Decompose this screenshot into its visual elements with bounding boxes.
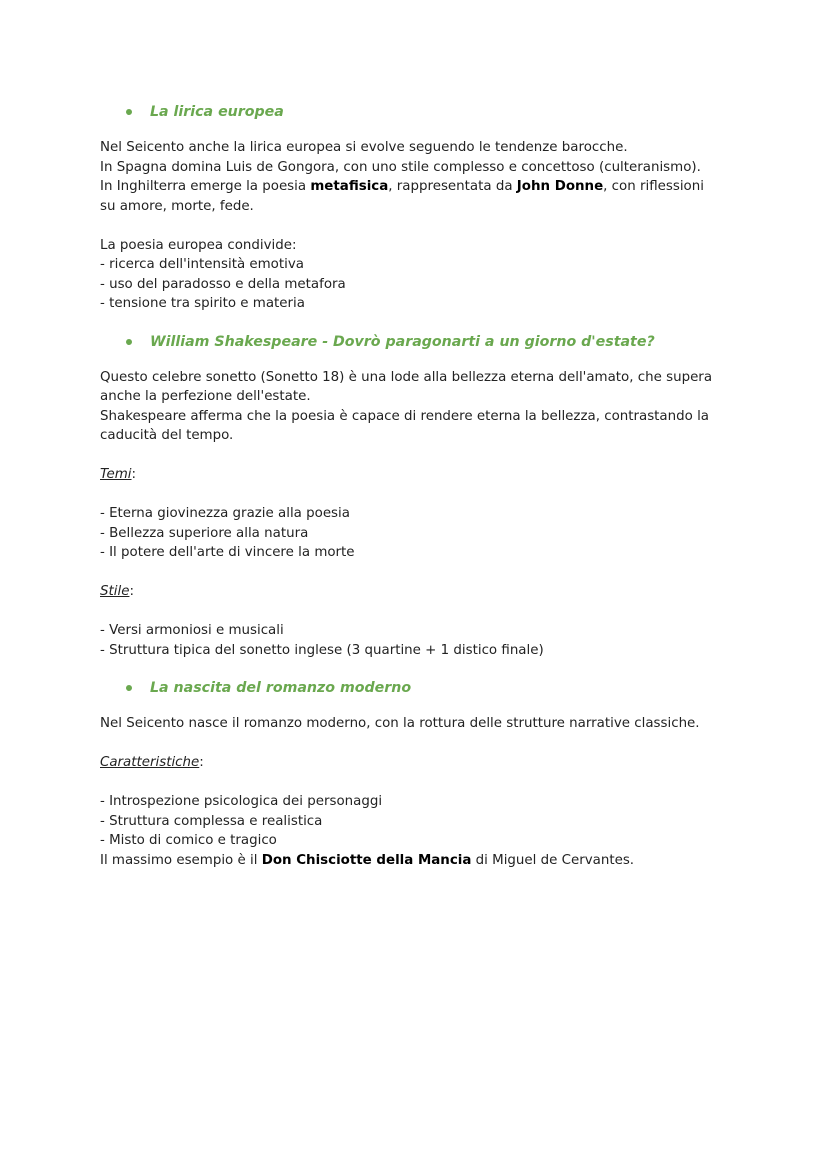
bullet-icon [126,109,132,115]
paragraph-line: su amore, morte, fede. [100,198,254,214]
bold-term-metafisica: metafisica [310,179,389,194]
section-heading-romanzo-moderno: La nascita del romanzo moderno [100,674,740,702]
section-heading-shakespeare: William Shakespeare - Dovrò paragonarti a un giorno d'estate? [100,328,740,356]
paragraph-line: Questo celebre sonetto (Sonetto 18) è una lode alla bellezza eterna dell'amato, che supera [100,369,713,385]
list-item: - Struttura tipica del sonetto inglese (3 quartine + 1 distico finale) [100,642,544,658]
list-item: - ricerca dell'intensità emotiva [100,257,304,272]
list-item: - Struttura complessa e realistica [100,813,323,829]
subheading-temi: Temi: [100,467,137,482]
bullet-icon [126,685,132,691]
list-item: - Bellezza superiore alla natura [100,525,309,541]
paragraph-line: In Inghilterra emerge la poesia metafisica, rappresentata da John Donne, con riflessioni [100,179,704,194]
document-content [100,98,740,870]
list-item: - tensione tra spirito e materia [100,296,305,311]
list-intro: La poesia europea condivide: [100,237,297,253]
list-item: - Versi armoniosi e musicali [100,623,284,638]
section-heading-lirica-europea: La lirica europea [100,98,740,126]
paragraph-line: In Spagna domina Luis de Gongora, con uno stile complesso e concettoso (culteranismo). [100,159,701,175]
subheading-caratteristiche: Caratteristiche: [100,755,204,770]
list-item: - uso del paradosso e della metafora [100,276,346,292]
paragraph-line: Nel Seicento nasce il romanzo moderno, con la rottura delle strutture narrative classiche. [100,716,700,731]
paragraph-line: caducità del tempo. [100,428,234,443]
list-item: - Eterna giovinezza grazie alla poesia [100,506,350,521]
bullet-icon [126,339,132,345]
paragraph-line: Il massimo esempio è il Don Chisciotte della Mancia di Miguel de Cervantes. [100,852,635,868]
paragraph-line: Shakespeare afferma che la poesia è capace di rendere eterna la bellezza, contrastando la [100,408,709,424]
bold-term-don-chisciotte: Don Chisciotte della Mancia [261,852,472,868]
list-item: - Il potere dell'arte di vincere la morte [100,545,355,560]
paragraph-line: Nel Seicento anche la lirica europea si evolve seguendo le tendenze barocche. [100,140,628,155]
list-item: - Introspezione psicologica dei personaggi [100,794,383,809]
list-item: - Misto di comico e tragico [100,833,277,848]
subheading-stile: Stile: [100,584,134,599]
paragraph-line: anche la perfezione dell'estate. [100,389,311,404]
bold-term-john-donne: John Donne [516,179,604,194]
